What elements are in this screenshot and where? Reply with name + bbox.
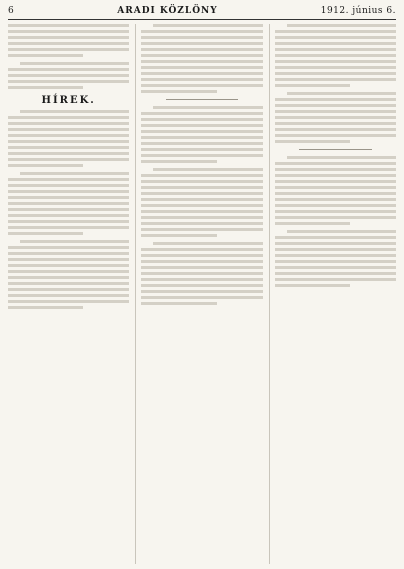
masthead: ARADI KÖZLÖNY bbox=[117, 6, 218, 16]
article-body-placeholder bbox=[141, 106, 262, 163]
issue-date: 1912. június 6. bbox=[320, 6, 396, 16]
article-body-placeholder bbox=[141, 24, 262, 93]
article-body-placeholder bbox=[8, 172, 129, 235]
article-body-placeholder bbox=[8, 24, 129, 57]
article-body-placeholder bbox=[275, 92, 396, 143]
article-body-placeholder bbox=[8, 110, 129, 167]
article-columns bbox=[8, 24, 396, 564]
divider bbox=[299, 149, 372, 150]
article-body-placeholder bbox=[275, 230, 396, 287]
section-heading: HÍREK. bbox=[41, 95, 96, 106]
column-3 bbox=[269, 24, 396, 564]
column-1 bbox=[8, 24, 129, 564]
column-2 bbox=[135, 24, 262, 564]
article-body-placeholder bbox=[275, 24, 396, 87]
page-number: 6 bbox=[8, 6, 15, 16]
divider bbox=[166, 99, 239, 100]
article-body-placeholder bbox=[8, 240, 129, 309]
article-body-placeholder bbox=[141, 168, 262, 237]
article-body-placeholder bbox=[8, 62, 129, 89]
page-header bbox=[8, 6, 396, 20]
article-body-placeholder bbox=[141, 242, 262, 305]
article-body-placeholder bbox=[275, 156, 396, 225]
